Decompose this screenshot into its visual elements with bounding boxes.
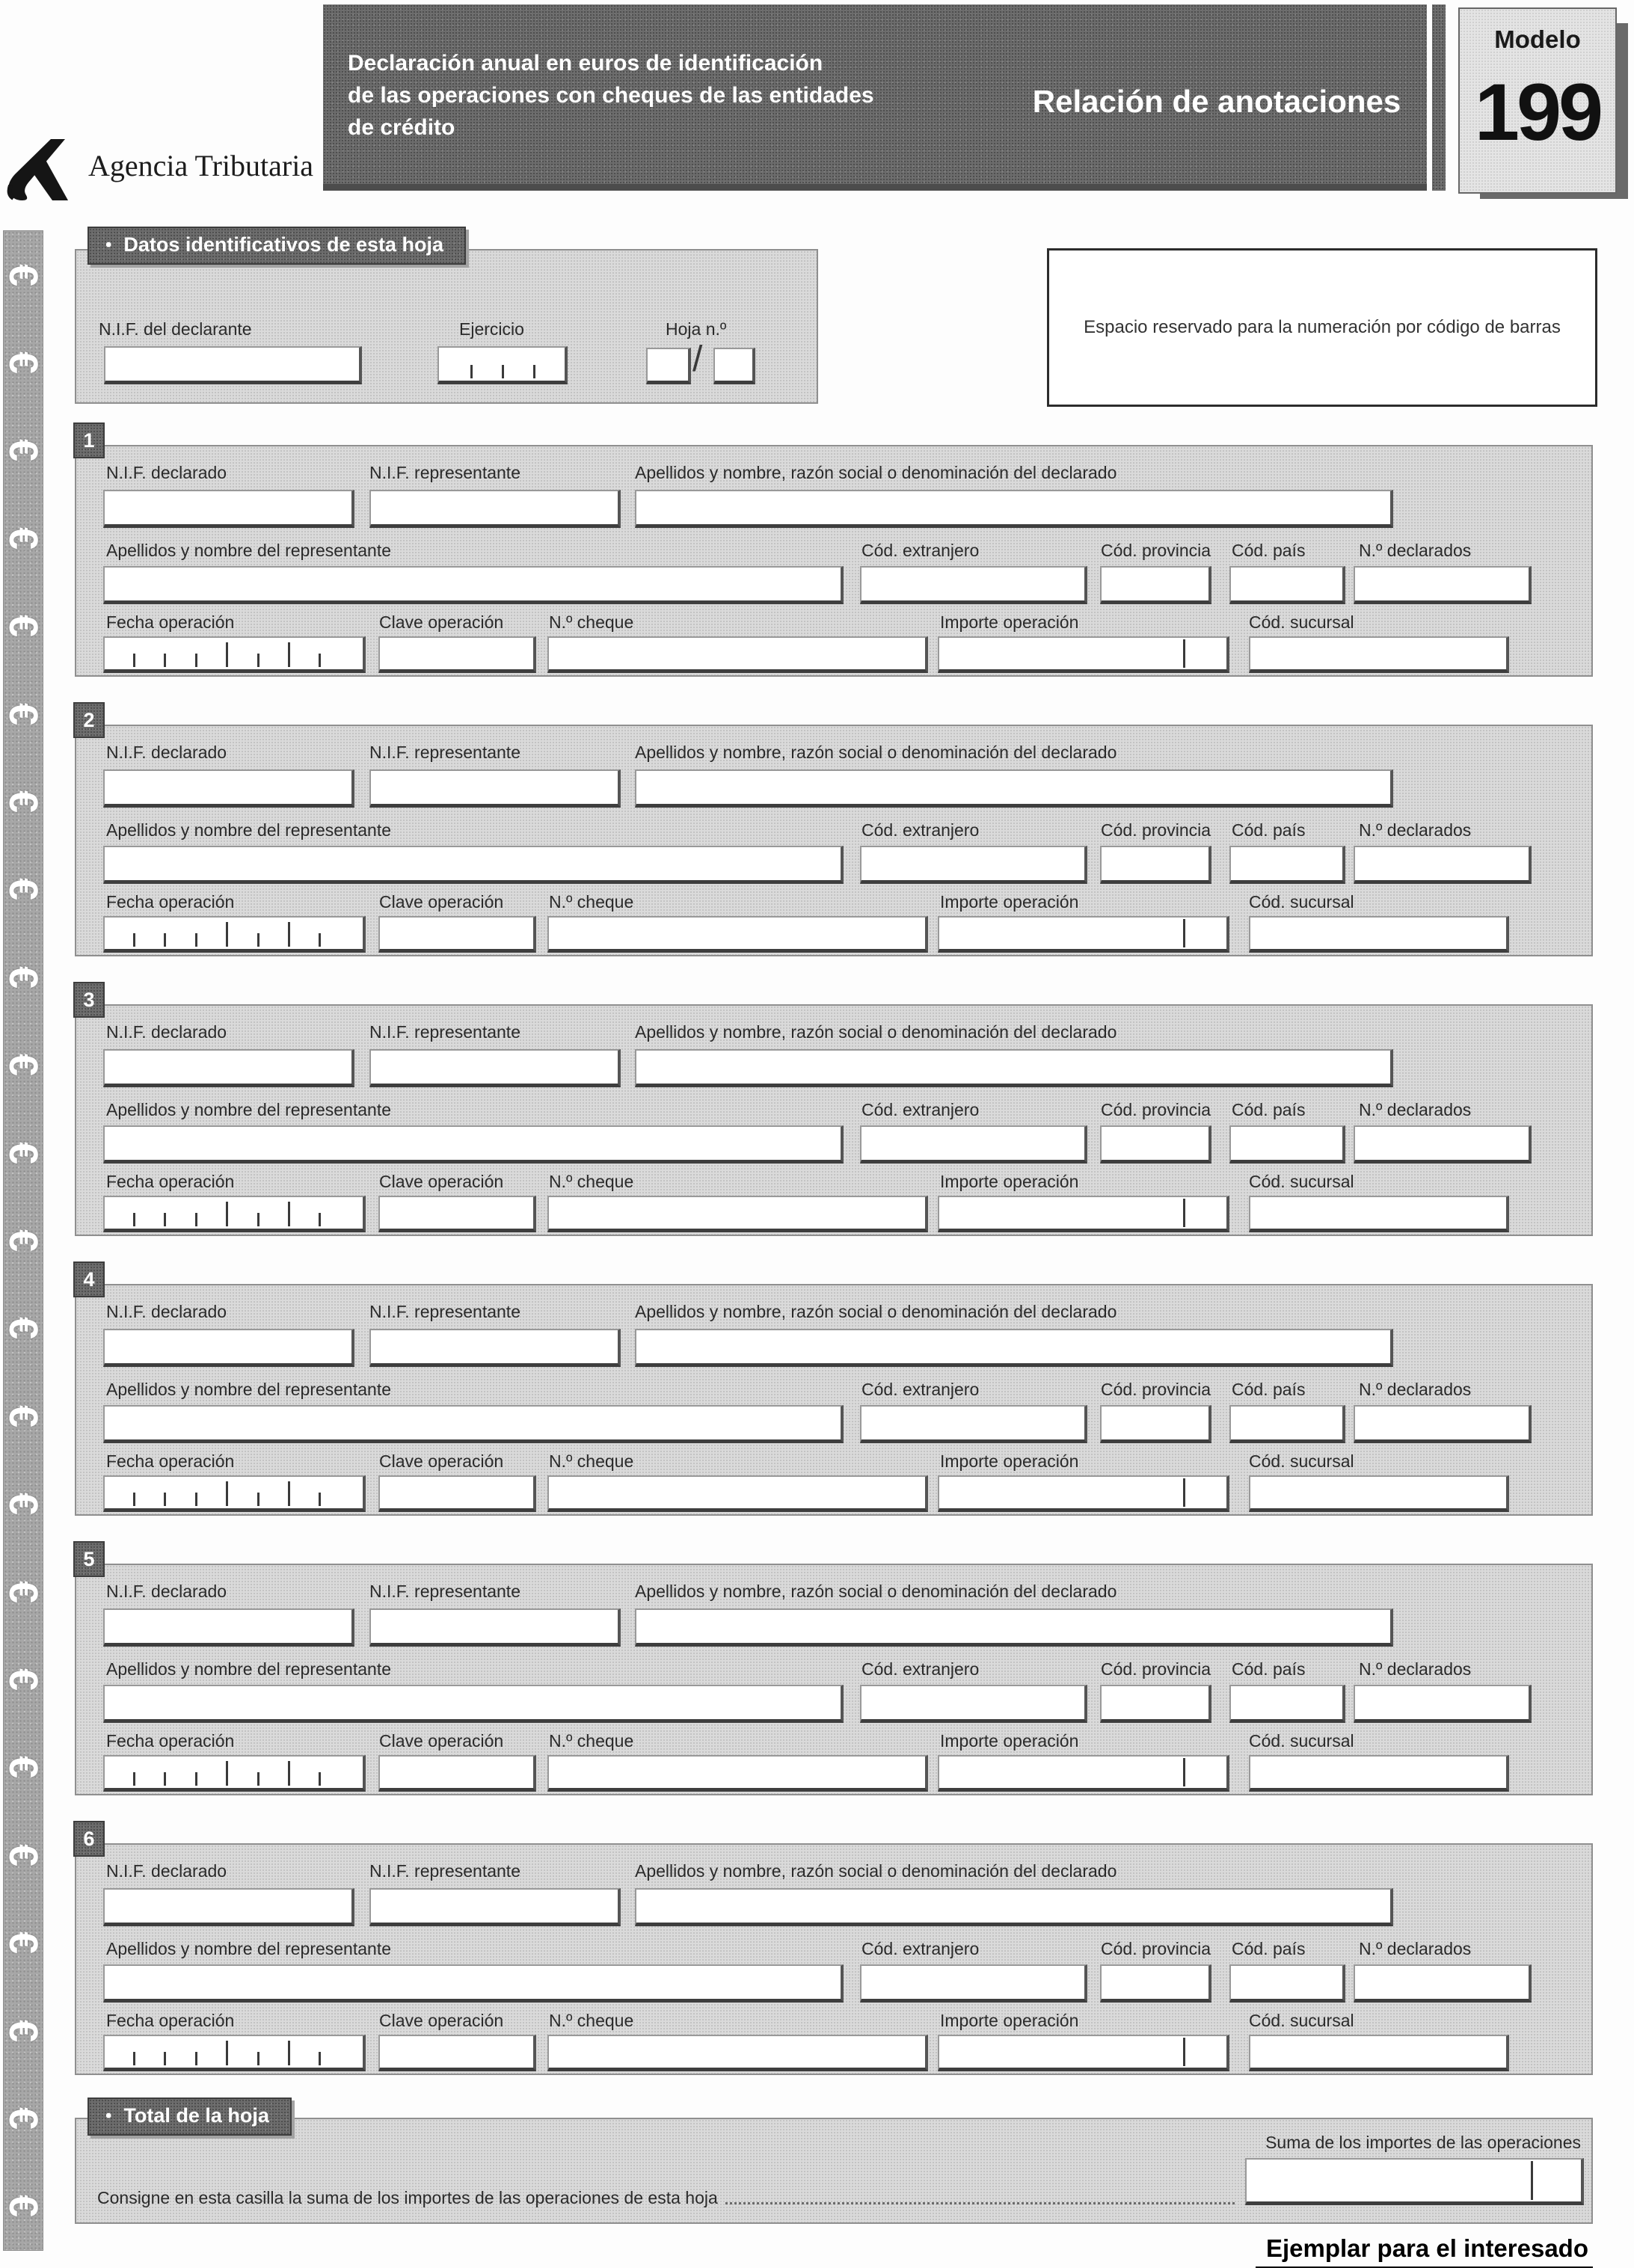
- digit-separator-tick: [133, 1213, 135, 1226]
- fecha-operacion-input[interactable]: [103, 1196, 366, 1232]
- cod-extranjero-label: Cód. extranjero: [861, 1100, 980, 1119]
- cod-sucursal-label: Cód. sucursal: [1249, 892, 1354, 912]
- record-panel: [75, 445, 1593, 677]
- nif-declarado-label: N.I.F. declarado: [106, 743, 227, 762]
- record-number-badge: 2: [73, 702, 105, 738]
- euro-icon: €: [0, 1141, 46, 1164]
- nif-representante-input[interactable]: [369, 1608, 621, 1647]
- record-number-badge: 3: [73, 982, 105, 1018]
- apellidos-representante-input[interactable]: [103, 1125, 844, 1164]
- cod-provincia-label: Cód. provincia: [1101, 820, 1211, 840]
- cod-provincia-input[interactable]: [1100, 1685, 1211, 1723]
- barcode-reserved-box: [1047, 248, 1597, 407]
- cod-pais-label: Cód. país: [1232, 541, 1306, 560]
- total-section-tab: [87, 2098, 292, 2136]
- importe-operacion-label: Importe operación: [940, 1172, 1079, 1191]
- cod-sucursal-input[interactable]: [1249, 1196, 1509, 1232]
- importe-operacion-label: Importe operación: [940, 892, 1079, 912]
- fecha-operacion-label: Fecha operación: [106, 1451, 235, 1471]
- nif-representante-label: N.I.F. representante: [369, 1582, 520, 1601]
- euro-icon: €: [0, 1229, 46, 1253]
- cod-sucursal-input[interactable]: [1249, 1475, 1509, 1512]
- apellidos-representante-input[interactable]: [103, 1964, 844, 2003]
- record-number-badge: 6: [73, 1821, 105, 1857]
- importe-operacion-input[interactable]: [938, 1196, 1229, 1232]
- euro-icon: €: [0, 1580, 46, 1603]
- digit-separator-tick: [133, 2052, 135, 2065]
- identification-panel: [75, 249, 818, 404]
- num-cheque-input[interactable]: [547, 1755, 928, 1792]
- cod-extranjero-input[interactable]: [860, 846, 1087, 884]
- hoja-total-input[interactable]: [713, 348, 755, 384]
- cod-provincia-label: Cód. provincia: [1101, 1939, 1211, 1958]
- cod-provincia-input[interactable]: [1100, 846, 1211, 884]
- digit-separator-tick: [195, 1772, 197, 1786]
- cod-provincia-label: Cód. provincia: [1101, 1380, 1211, 1399]
- decimal-separator-tick: [1183, 919, 1185, 947]
- record-number-badge: 1: [73, 422, 105, 458]
- clave-operacion-input[interactable]: [378, 1196, 536, 1232]
- apellidos-declarado-input[interactable]: [635, 1049, 1393, 1087]
- euro-icon: €: [0, 878, 46, 901]
- num-cheque-label: N.º cheque: [549, 892, 634, 912]
- euro-icon: €: [0, 790, 46, 814]
- cod-pais-input[interactable]: [1229, 1964, 1345, 2003]
- digit-separator-tick: [133, 1772, 135, 1786]
- clave-operacion-input[interactable]: [378, 636, 536, 673]
- cod-extranjero-input[interactable]: [860, 1125, 1087, 1164]
- num-cheque-input[interactable]: [547, 1475, 928, 1512]
- nif-declarado-input[interactable]: [103, 490, 354, 528]
- nif-declarado-label: N.I.F. declarado: [106, 463, 227, 482]
- record-panel: [75, 1564, 1593, 1795]
- apellidos-declarado-input[interactable]: [635, 769, 1393, 808]
- model-number-box: [1458, 7, 1617, 194]
- cod-pais-label: Cód. país: [1232, 1100, 1306, 1119]
- cod-sucursal-label: Cód. sucursal: [1249, 1731, 1354, 1751]
- cod-extranjero-input[interactable]: [860, 1405, 1087, 1443]
- nif-declarado-input[interactable]: [103, 1049, 354, 1087]
- clave-operacion-label: Clave operación: [379, 1451, 504, 1471]
- clave-operacion-input[interactable]: [378, 916, 536, 953]
- fecha-operacion-label: Fecha operación: [106, 2011, 235, 2030]
- nif-declarante-label: N.I.F. del declarante: [99, 319, 252, 339]
- importe-operacion-label: Importe operación: [940, 612, 1079, 632]
- nif-declarado-input[interactable]: [103, 1888, 354, 1926]
- digit-separator-tick: [288, 2041, 290, 2065]
- clave-operacion-label: Clave operación: [379, 1172, 504, 1191]
- record-number-badge: 4: [73, 1261, 105, 1297]
- digit-separator-tick: [288, 922, 290, 947]
- digit-separator-tick: [319, 1493, 321, 1506]
- apellidos-representante-label: Apellidos y nombre del representante: [106, 1100, 392, 1119]
- decimal-separator-tick: [1183, 1478, 1185, 1507]
- euro-icon: €: [0, 1493, 46, 1516]
- model-label: Modelo: [1494, 25, 1581, 53]
- euro-watermark-strip: [0, 230, 46, 2251]
- digit-separator-tick: [257, 1772, 259, 1786]
- hoja-number-input[interactable]: [646, 348, 691, 384]
- digit-separator-tick: [133, 933, 135, 947]
- digit-separator-tick: [133, 1493, 135, 1506]
- cod-provincia-input[interactable]: [1100, 1125, 1211, 1164]
- num-cheque-label: N.º cheque: [549, 2011, 634, 2030]
- num-cheque-label: N.º cheque: [549, 1731, 634, 1751]
- record-block: [75, 1267, 1593, 1516]
- digit-separator-tick: [319, 933, 321, 947]
- total-instruction-row: [97, 2188, 1238, 2208]
- digit-separator-tick: [164, 2052, 166, 2065]
- header-band: [323, 4, 1427, 191]
- cod-pais-input[interactable]: [1229, 1125, 1345, 1164]
- fecha-operacion-label: Fecha operación: [106, 1731, 235, 1751]
- record-panel: [75, 725, 1593, 956]
- decimal-separator-tick: [1531, 2161, 1533, 2200]
- num-declarados-label: N.º declarados: [1359, 1659, 1472, 1679]
- apellidos-declarado-label: Apellidos y nombre, razón social o denominación del declarado: [635, 1582, 1117, 1601]
- digit-separator-tick: [226, 922, 228, 947]
- num-cheque-input[interactable]: [547, 916, 928, 953]
- cod-provincia-input[interactable]: [1100, 566, 1211, 604]
- num-cheque-input[interactable]: [547, 636, 928, 673]
- apellidos-representante-label: Apellidos y nombre del representante: [106, 1380, 392, 1399]
- digit-separator-tick: [226, 1481, 228, 1506]
- fecha-operacion-label: Fecha operación: [106, 892, 235, 912]
- record-block: [75, 708, 1593, 956]
- digit-separator-tick: [195, 1213, 197, 1226]
- nif-representante-label: N.I.F. representante: [369, 463, 520, 482]
- cod-extranjero-input[interactable]: [860, 566, 1087, 604]
- cod-provincia-label: Cód. provincia: [1101, 541, 1211, 560]
- model-number: 199: [1474, 67, 1601, 157]
- cod-provincia-label: Cód. provincia: [1101, 1100, 1211, 1119]
- header-band-edge: [1432, 4, 1446, 191]
- apellidos-declarado-label: Apellidos y nombre, razón social o denominación del declarado: [635, 1861, 1117, 1881]
- importe-operacion-label: Importe operación: [940, 1731, 1079, 1751]
- dotted-leader: [725, 2201, 1235, 2204]
- euro-icon: €: [0, 1843, 46, 1866]
- cod-extranjero-label: Cód. extranjero: [861, 820, 980, 840]
- euro-icon: €: [0, 702, 46, 725]
- record-number-badge: 5: [73, 1541, 105, 1577]
- nif-representante-input[interactable]: [369, 1329, 621, 1367]
- total-section-title: Total de la hoja: [123, 2104, 269, 2127]
- importe-operacion-input[interactable]: [938, 1755, 1229, 1792]
- apellidos-declarado-input[interactable]: [635, 1888, 1393, 1926]
- nif-declarado-label: N.I.F. declarado: [106, 1861, 227, 1881]
- digit-separator-tick: [164, 654, 166, 667]
- importe-operacion-input[interactable]: [938, 1475, 1229, 1512]
- apellidos-representante-input[interactable]: [103, 1405, 844, 1443]
- digit-separator-tick: [164, 933, 166, 947]
- euro-icon: €: [0, 351, 46, 375]
- apellidos-representante-label: Apellidos y nombre del representante: [106, 541, 392, 560]
- digit-separator-tick: [257, 2052, 259, 2065]
- form-title-line2: de las operaciones con cheques de las entidades: [348, 83, 874, 108]
- num-cheque-label: N.º cheque: [549, 612, 634, 632]
- digit-separator-tick: [226, 2041, 228, 2065]
- clave-operacion-label: Clave operación: [379, 2011, 504, 2030]
- euro-icon: €: [0, 1756, 46, 1779]
- decimal-separator-tick: [1183, 1199, 1185, 1227]
- num-declarados-input[interactable]: [1354, 1125, 1532, 1164]
- digit-separator-tick: [319, 654, 321, 667]
- nif-representante-label: N.I.F. representante: [369, 1861, 520, 1881]
- euro-icon: €: [0, 1404, 46, 1428]
- cod-sucursal-label: Cód. sucursal: [1249, 1172, 1354, 1191]
- clave-operacion-input[interactable]: [378, 1475, 536, 1512]
- digit-separator-tick: [226, 1202, 228, 1226]
- num-cheque-label: N.º cheque: [549, 1451, 634, 1471]
- fecha-operacion-input[interactable]: [103, 2035, 366, 2071]
- form-subtitle: Relación de anotaciones: [1032, 84, 1401, 119]
- nif-representante-input[interactable]: [369, 1888, 621, 1926]
- num-declarados-input[interactable]: [1354, 1685, 1532, 1723]
- digit-separator-tick: [257, 1493, 259, 1506]
- cod-extranjero-input[interactable]: [860, 1964, 1087, 2003]
- nif-representante-input[interactable]: [369, 1049, 621, 1087]
- fecha-operacion-input[interactable]: [103, 1475, 366, 1512]
- cod-extranjero-label: Cód. extranjero: [861, 1380, 980, 1399]
- digit-separator-tick: [195, 654, 197, 667]
- identification-section-title: Datos identificativos de esta hoja: [123, 233, 444, 256]
- digit-separator-tick: [226, 642, 228, 667]
- num-declarados-label: N.º declarados: [1359, 541, 1472, 560]
- nif-representante-label: N.I.F. representante: [369, 1022, 520, 1042]
- apellidos-declarado-label: Apellidos y nombre, razón social o denominación del declarado: [635, 1022, 1117, 1042]
- euro-icon: €: [0, 1317, 46, 1340]
- digit-separator-tick: [319, 2052, 321, 2065]
- cod-extranjero-label: Cód. extranjero: [861, 1659, 980, 1679]
- cod-pais-label: Cód. país: [1232, 1939, 1306, 1958]
- euro-icon: €: [0, 1932, 46, 1955]
- bullet-icon: •: [105, 234, 112, 255]
- digit-separator-tick: [257, 654, 259, 667]
- copy-for-interested-label: Ejemplar para el interesado: [1256, 2234, 1593, 2268]
- num-cheque-input[interactable]: [547, 1196, 928, 1232]
- nif-declarante-input[interactable]: [104, 346, 362, 384]
- apellidos-declarado-label: Apellidos y nombre, razón social o denominación del declarado: [635, 463, 1117, 482]
- nif-representante-label: N.I.F. representante: [369, 1302, 520, 1321]
- clave-operacion-label: Clave operación: [379, 892, 504, 912]
- cod-extranjero-label: Cód. extranjero: [861, 1939, 980, 1958]
- decimal-separator-tick: [1183, 1758, 1185, 1786]
- num-cheque-label: N.º cheque: [549, 1172, 634, 1191]
- digit-separator-tick: [133, 654, 135, 667]
- nif-declarado-label: N.I.F. declarado: [106, 1302, 227, 1321]
- importe-operacion-input[interactable]: [938, 2035, 1229, 2071]
- cod-pais-label: Cód. país: [1232, 820, 1306, 840]
- cod-sucursal-input[interactable]: [1249, 636, 1509, 673]
- nif-representante-input[interactable]: [369, 769, 621, 808]
- clave-operacion-input[interactable]: [378, 1755, 536, 1792]
- total-instruction: Consigne en esta casilla la suma de los importes de las operaciones de esta hoja: [97, 2188, 718, 2207]
- digit-separator-tick: [257, 1213, 259, 1226]
- cod-sucursal-label: Cód. sucursal: [1249, 2011, 1354, 2030]
- ejercicio-label: Ejercicio: [459, 319, 524, 339]
- importe-operacion-input[interactable]: [938, 916, 1229, 953]
- digit-separator-tick: [164, 1493, 166, 1506]
- apellidos-declarado-input[interactable]: [635, 1608, 1393, 1647]
- digit-separator-tick: [470, 365, 473, 378]
- apellidos-representante-input[interactable]: [103, 1685, 844, 1723]
- euro-icon: €: [0, 615, 46, 638]
- cod-extranjero-label: Cód. extranjero: [861, 541, 980, 560]
- apellidos-representante-label: Apellidos y nombre del representante: [106, 820, 392, 840]
- cod-pais-input[interactable]: [1229, 1685, 1345, 1723]
- total-panel: [75, 2118, 1593, 2224]
- cod-provincia-input[interactable]: [1100, 1405, 1211, 1443]
- fecha-operacion-label: Fecha operación: [106, 1172, 235, 1191]
- cod-provincia-input[interactable]: [1100, 1964, 1211, 2003]
- euro-icon: €: [0, 1054, 46, 1077]
- sum-of-amounts-label: Suma de los importes de las operaciones: [1265, 2133, 1581, 2152]
- barcode-notice: Espacio reservado para la numeración por código de barras: [1084, 317, 1561, 337]
- decimal-separator-tick: [1183, 639, 1185, 668]
- logo-text: Agencia Tributaria: [88, 149, 314, 182]
- num-declarados-input[interactable]: [1354, 566, 1532, 604]
- apellidos-representante-label: Apellidos y nombre del representante: [106, 1939, 392, 1958]
- digit-separator-tick: [195, 2052, 197, 2065]
- bullet-icon: •: [105, 2105, 112, 2126]
- agencia-tributaria-logo-icon: [6, 139, 81, 200]
- nif-representante-label: N.I.F. representante: [369, 743, 520, 762]
- cod-sucursal-label: Cód. sucursal: [1249, 612, 1354, 632]
- record-panel: [75, 1843, 1593, 2075]
- cod-pais-label: Cód. país: [1232, 1380, 1306, 1399]
- cod-pais-input[interactable]: [1229, 1405, 1345, 1443]
- digit-separator-tick: [257, 933, 259, 947]
- euro-icon: €: [0, 2106, 46, 2130]
- cod-pais-label: Cód. país: [1232, 1659, 1306, 1679]
- num-cheque-input[interactable]: [547, 2035, 928, 2071]
- record-panel: [75, 1004, 1593, 1236]
- euro-icon: €: [0, 1668, 46, 1691]
- cod-provincia-label: Cód. provincia: [1101, 1659, 1211, 1679]
- cod-sucursal-input[interactable]: [1249, 916, 1509, 953]
- hoja-separator: /: [692, 339, 703, 379]
- digit-separator-tick: [195, 1493, 197, 1506]
- importe-operacion-label: Importe operación: [940, 1451, 1079, 1471]
- cod-sucursal-label: Cód. sucursal: [1249, 1451, 1354, 1471]
- num-declarados-label: N.º declarados: [1359, 1100, 1472, 1119]
- apellidos-declarado-label: Apellidos y nombre, razón social o denominación del declarado: [635, 1302, 1117, 1321]
- digit-separator-tick: [195, 933, 197, 947]
- apellidos-declarado-input[interactable]: [635, 490, 1393, 528]
- num-declarados-label: N.º declarados: [1359, 1939, 1472, 1958]
- digit-separator-tick: [164, 1213, 166, 1226]
- num-declarados-input[interactable]: [1354, 1405, 1532, 1443]
- record-block: [75, 1547, 1593, 1795]
- decimal-separator-tick: [1183, 2038, 1185, 2066]
- identification-section-tab: [87, 227, 466, 265]
- nif-declarado-input[interactable]: [103, 769, 354, 808]
- euro-icon: €: [0, 263, 46, 286]
- nif-representante-input[interactable]: [369, 490, 621, 528]
- apellidos-representante-input[interactable]: [103, 846, 844, 884]
- num-declarados-label: N.º declarados: [1359, 1380, 1472, 1399]
- form-title-line3: de crédito: [348, 115, 455, 140]
- importe-operacion-input[interactable]: [938, 636, 1229, 673]
- record-panel: [75, 1284, 1593, 1516]
- digit-separator-tick: [226, 1761, 228, 1786]
- nif-declarado-input[interactable]: [103, 1608, 354, 1647]
- clave-operacion-label: Clave operación: [379, 612, 504, 632]
- fecha-operacion-input[interactable]: [103, 916, 366, 953]
- nif-declarado-label: N.I.F. declarado: [106, 1582, 227, 1601]
- euro-icon: €: [0, 2195, 46, 2218]
- digit-separator-tick: [288, 1202, 290, 1226]
- cod-sucursal-input[interactable]: [1249, 1755, 1509, 1792]
- fecha-operacion-input[interactable]: [103, 1755, 366, 1792]
- hoja-label: Hoja n.º: [666, 319, 727, 339]
- cod-pais-input[interactable]: [1229, 566, 1345, 604]
- digit-separator-tick: [533, 365, 535, 378]
- nif-declarado-label: N.I.F. declarado: [106, 1022, 227, 1042]
- fecha-operacion-label: Fecha operación: [106, 612, 235, 632]
- cod-sucursal-input[interactable]: [1249, 2035, 1509, 2071]
- euro-icon: €: [0, 439, 46, 462]
- importe-operacion-label: Importe operación: [940, 2011, 1079, 2030]
- cod-extranjero-input[interactable]: [860, 1685, 1087, 1723]
- apellidos-declarado-input[interactable]: [635, 1329, 1393, 1367]
- digit-separator-tick: [502, 365, 504, 378]
- apellidos-declarado-label: Apellidos y nombre, razón social o denominación del declarado: [635, 743, 1117, 762]
- record-block: [75, 1827, 1593, 2075]
- euro-icon: €: [0, 965, 46, 989]
- record-block: [75, 428, 1593, 677]
- apellidos-representante-input[interactable]: [103, 566, 844, 604]
- euro-icon: €: [0, 526, 46, 550]
- apellidos-representante-label: Apellidos y nombre del representante: [106, 1659, 392, 1679]
- ejercicio-input[interactable]: [437, 346, 568, 384]
- digit-separator-tick: [288, 1481, 290, 1506]
- digit-separator-tick: [288, 1761, 290, 1786]
- nif-declarado-input[interactable]: [103, 1329, 354, 1367]
- fecha-operacion-input[interactable]: [103, 636, 366, 673]
- record-block: [75, 988, 1593, 1236]
- num-declarados-input[interactable]: [1354, 1964, 1532, 2003]
- num-declarados-input[interactable]: [1354, 846, 1532, 884]
- sum-of-amounts-input[interactable]: [1245, 2158, 1584, 2205]
- euro-icon: €: [0, 2019, 46, 2042]
- form-title-line1: Declaración anual en euros de identificación: [348, 51, 823, 76]
- digit-separator-tick: [319, 1772, 321, 1786]
- clave-operacion-input[interactable]: [378, 2035, 536, 2071]
- num-declarados-label: N.º declarados: [1359, 820, 1472, 840]
- clave-operacion-label: Clave operación: [379, 1731, 504, 1751]
- digit-separator-tick: [319, 1213, 321, 1226]
- digit-separator-tick: [164, 1772, 166, 1786]
- cod-pais-input[interactable]: [1229, 846, 1345, 884]
- digit-separator-tick: [288, 642, 290, 667]
